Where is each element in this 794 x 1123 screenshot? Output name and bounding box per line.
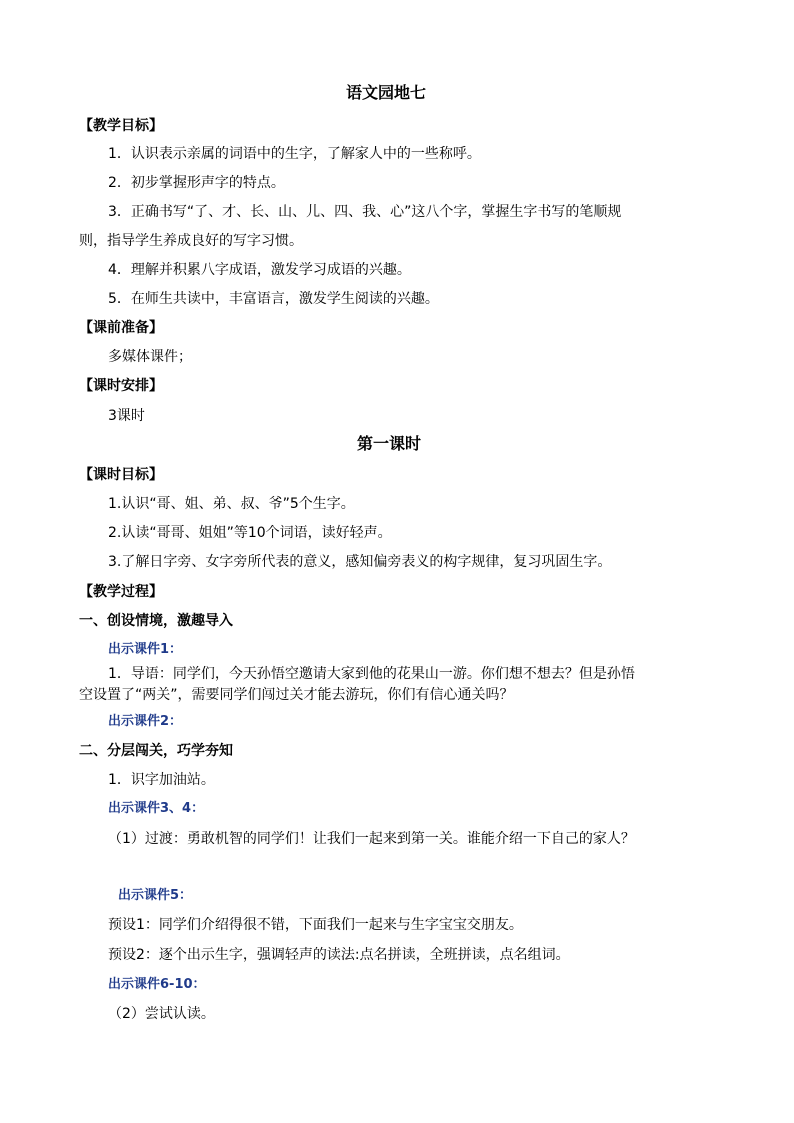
courseware-label: 出示课件2： [108,714,183,729]
lesson-objective-item: 1.认识“哥、姐、弟、叔、爷”5个生字。 [108,496,355,512]
lesson-title: 第一课时 [357,434,422,453]
intro-text: 1．导语：同学们，今天孙悟空邀请大家到他的花果山一游。你们想不想去？但是孙悟 [108,666,635,682]
lesson-objectives-heading: 【课时目标】 [79,467,163,483]
objective-item: 2．初步掌握形声字的特点。 [108,175,285,191]
courseware-label: 出示课件5： [118,888,193,903]
lesson-objective-item: 3.了解日字旁、女字旁所代表的意义，感知偏旁表义的构字规律，复习巩固生字。 [108,554,612,570]
preset-text: 预设2：逐个出示生字，强调轻声的读法:点名拼读，全班拼读，点名组词。 [108,947,570,963]
schedule-heading: 【课时安排】 [79,378,163,394]
objective-item: 3．正确书写“了、才、长、山、儿、四、我、心”这八个字，掌握生字书写的笔顺规 [108,204,622,220]
courseware-label: 出示课件1： [108,642,183,657]
courseware-label: 出示课件3、4： [108,801,205,816]
objective-item: 4．理解并积累八字成语，激发学习成语的兴趣。 [108,262,411,278]
section-heading: 二、分层闯关，巧学夯知 [79,743,233,759]
transition-text: （1）过渡：勇敢机智的同学们！让我们一起来到第一关。谁能介绍一下自己的家人？ [108,831,635,847]
preparation-text: 多媒体课件； [108,349,192,365]
preparation-heading: 【课前准备】 [79,320,163,336]
schedule-text: 3课时 [108,408,145,424]
objective-item: 5．在师生共读中，丰富语言，激发学生阅读的兴趣。 [108,291,439,307]
try-read-text: （2）尝试认读。 [108,1006,215,1022]
document-title: 语文园地七 [346,83,427,102]
lesson-objective-item: 2.认读“哥哥、姐姐”等10个词语，读好轻声。 [108,525,392,541]
preset-text: 预设1：同学们介绍得很不错，下面我们一起来与生字宝宝交朋友。 [108,917,523,933]
objective-item: 1．认识表示亲属的词语中的生字，了解家人中的一些称呼。 [108,146,481,162]
intro-text: 空设置了“两关”，需要同学们闯过关才能去游玩，你们有信心通关吗？ [79,687,514,703]
station-text: 1．识字加油站。 [108,772,215,788]
process-heading: 【教学过程】 [79,584,163,600]
objective-item: 则，指导学生养成良好的写字习惯。 [79,233,303,249]
objectives-heading: 【教学目标】 [79,118,163,134]
section-heading: 一、创设情境，激趣导入 [79,613,233,629]
courseware-label: 出示课件6-10： [108,977,206,992]
